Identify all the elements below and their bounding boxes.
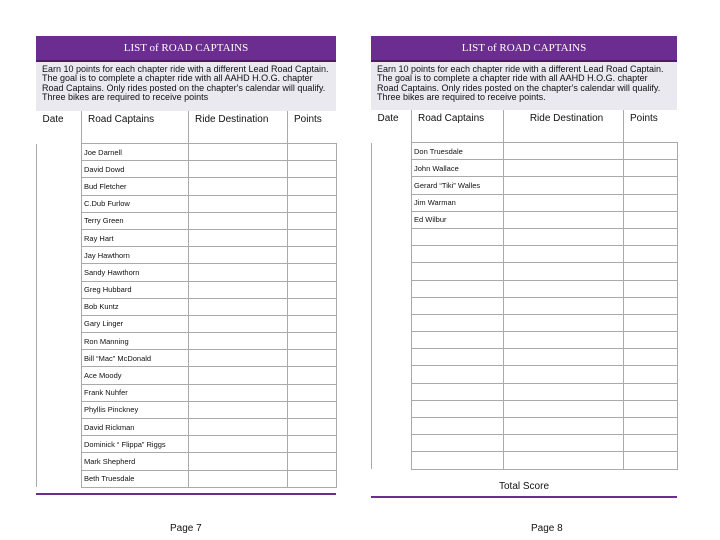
left-points-cell (288, 247, 337, 264)
right-points-cell (624, 228, 678, 245)
left-points-cell (288, 195, 337, 212)
left-table-row (37, 333, 337, 350)
left-captain-name: Beth Truesdale (82, 470, 189, 487)
right-table-row (372, 143, 678, 160)
left-table-row (37, 281, 337, 298)
right-date-cell (372, 452, 412, 469)
right-date-cell (372, 228, 412, 245)
right-destination-cell (504, 263, 624, 280)
right-points-cell (624, 280, 678, 297)
right-destination-cell (504, 418, 624, 435)
left-captain-name: Ron Manning (82, 333, 189, 350)
left-table-row (37, 453, 337, 470)
right-captain-name: Ed Wilbur (412, 211, 504, 228)
right-table-row (372, 160, 678, 177)
right-date-cell (372, 332, 412, 349)
left-captain-name: Sandy Hawthorn (82, 264, 189, 281)
left-points-cell (288, 436, 337, 453)
right-date-cell (372, 297, 412, 314)
left-table-row (37, 229, 337, 246)
right-page-panel (371, 36, 677, 470)
right-captain-name (412, 349, 504, 366)
right-points-cell (624, 177, 678, 194)
left-destination-cell (189, 161, 288, 178)
left-points-cell (288, 367, 337, 384)
right-description: Earn 10 points for each chapter ride with a different Lead Road Captain. The goal is to complete a chapter ride with all AAHD H.O.G. chapter Road Captains. Only rides posted on the chapter's calendar will qualify. Three bikes are required to receive points. (371, 62, 677, 110)
left-table-row (37, 367, 337, 384)
right-col-points: Points (624, 110, 678, 143)
left-table-row (37, 212, 337, 229)
left-table-row (37, 436, 337, 453)
right-points-cell (624, 400, 678, 417)
right-destination-cell (504, 314, 624, 331)
right-destination-cell (504, 297, 624, 314)
right-points-cell (624, 314, 678, 331)
right-table-row (372, 332, 678, 349)
right-date-cell (372, 160, 412, 177)
left-destination-cell (189, 419, 288, 436)
left-captain-name: Mark Shepherd (82, 453, 189, 470)
left-table-row (37, 419, 337, 436)
right-captain-name: Gerard “Tiki” Walles (412, 177, 504, 194)
left-col-road-captains: Road Captains (82, 111, 189, 144)
left-date-cell (37, 195, 82, 212)
right-destination-cell (504, 246, 624, 263)
left-destination-cell (189, 384, 288, 401)
left-col-ride-destination: Ride Destination (189, 111, 288, 144)
left-destination-cell (189, 195, 288, 212)
right-captain-name (412, 435, 504, 452)
left-date-cell (37, 333, 82, 350)
left-date-cell (37, 419, 82, 436)
right-points-cell (624, 332, 678, 349)
right-table-row (372, 194, 678, 211)
left-table-row (37, 350, 337, 367)
left-date-cell (37, 298, 82, 315)
right-table-row (372, 383, 678, 400)
right-col-date: Date (377, 113, 399, 124)
left-captains-table (36, 111, 337, 488)
right-date-cell (372, 418, 412, 435)
right-date-cell (372, 400, 412, 417)
right-page-number: Page 8 (531, 523, 563, 534)
left-date-cell (37, 161, 82, 178)
right-captain-name (412, 297, 504, 314)
right-captain-name (412, 228, 504, 245)
right-table-row (372, 435, 678, 452)
left-captain-name: Bob Kuntz (82, 298, 189, 315)
right-points-cell (624, 297, 678, 314)
left-points-cell (288, 178, 337, 195)
right-date-cell (372, 246, 412, 263)
right-date-cell (372, 280, 412, 297)
right-points-cell (624, 246, 678, 263)
left-points-cell (288, 470, 337, 487)
left-table-row (37, 247, 337, 264)
right-captain-name (412, 400, 504, 417)
left-destination-cell (189, 212, 288, 229)
right-captain-name (412, 383, 504, 400)
left-destination-cell (189, 178, 288, 195)
right-points-cell (624, 263, 678, 280)
left-date-cell (37, 281, 82, 298)
right-date-cell (372, 349, 412, 366)
left-date-cell (37, 436, 82, 453)
left-date-cell (37, 144, 82, 161)
left-destination-cell (189, 247, 288, 264)
left-points-cell (288, 229, 337, 246)
left-captain-name: Ace Moody (82, 367, 189, 384)
left-date-cell (37, 264, 82, 281)
left-points-cell (288, 453, 337, 470)
left-points-cell (288, 144, 337, 161)
right-destination-cell (504, 160, 624, 177)
right-points-cell (624, 143, 678, 160)
left-date-cell (37, 178, 82, 195)
right-col-road-captains: Road Captains (412, 110, 504, 143)
right-date-cell (372, 211, 412, 228)
right-table-row (372, 228, 678, 245)
left-col-points: Points (288, 111, 337, 144)
right-table-row (372, 177, 678, 194)
right-captain-name (412, 280, 504, 297)
left-points-cell (288, 298, 337, 315)
left-destination-cell (189, 470, 288, 487)
left-destination-cell (189, 264, 288, 281)
left-points-cell (288, 384, 337, 401)
left-captain-name: Jay Hawthorn (82, 247, 189, 264)
left-captain-name: C.Dub Furlow (82, 195, 189, 212)
right-captain-name (412, 314, 504, 331)
left-destination-cell (189, 144, 288, 161)
left-points-cell (288, 401, 337, 418)
right-destination-cell (504, 194, 624, 211)
right-destination-cell (504, 383, 624, 400)
left-date-cell (37, 315, 82, 332)
total-score-label: Total Score (371, 478, 677, 498)
left-captain-name: Ray Hart (82, 229, 189, 246)
right-destination-cell (504, 211, 624, 228)
right-date-cell (372, 177, 412, 194)
right-captain-name (412, 246, 504, 263)
left-table-row (37, 315, 337, 332)
left-destination-cell (189, 350, 288, 367)
left-table-row (37, 144, 337, 161)
right-destination-cell (504, 143, 624, 160)
right-captain-name: John Wallace (412, 160, 504, 177)
left-destination-cell (189, 453, 288, 470)
right-captains-table (371, 110, 678, 470)
left-date-cell (37, 453, 82, 470)
right-points-cell (624, 435, 678, 452)
right-points-cell (624, 211, 678, 228)
left-destination-cell (189, 298, 288, 315)
right-captain-name: Don Truesdale (412, 143, 504, 160)
left-table-row (37, 161, 337, 178)
left-points-cell (288, 333, 337, 350)
right-table-row (372, 263, 678, 280)
right-table-row (372, 314, 678, 331)
left-description: Earn 10 points for each chapter ride with a different Lead Road Captain. The goal is to complete a chapter ride with all AAHD H.O.G. chapter Road Captains. Only rides posted on the chapter's calendar will qualify. Three bikes are required to receive points (36, 62, 336, 111)
left-page-title: LIST of ROAD CAPTAINS (36, 36, 336, 62)
right-date-cell (372, 435, 412, 452)
right-date-cell (372, 314, 412, 331)
left-captain-name: David Rickman (82, 419, 189, 436)
right-table-row (372, 280, 678, 297)
left-points-cell (288, 350, 337, 367)
right-points-cell (624, 418, 678, 435)
right-table-row (372, 400, 678, 417)
right-points-cell (624, 383, 678, 400)
right-destination-cell (504, 349, 624, 366)
right-points-cell (624, 349, 678, 366)
left-points-cell (288, 212, 337, 229)
right-table-row (372, 366, 678, 383)
right-destination-cell (504, 400, 624, 417)
right-points-cell (624, 194, 678, 211)
left-captain-name: Greg Hubbard (82, 281, 189, 298)
left-points-cell (288, 281, 337, 298)
left-date-cell (37, 229, 82, 246)
right-captain-name: Jim Warman (412, 194, 504, 211)
right-captain-name (412, 452, 504, 469)
right-table-row (372, 418, 678, 435)
right-points-cell (624, 160, 678, 177)
left-destination-cell (189, 229, 288, 246)
right-captain-name (412, 366, 504, 383)
left-points-cell (288, 419, 337, 436)
right-destination-cell (504, 435, 624, 452)
right-captain-name (412, 263, 504, 280)
left-captain-name: Phyllis Pinckney (82, 401, 189, 418)
right-captain-name (412, 332, 504, 349)
left-date-cell (37, 384, 82, 401)
left-destination-cell (189, 401, 288, 418)
right-page-title: LIST of ROAD CAPTAINS (371, 36, 677, 62)
left-captain-name: Bill “Mac” McDonald (82, 350, 189, 367)
left-points-cell (288, 264, 337, 281)
right-destination-cell (504, 366, 624, 383)
left-table-row (37, 195, 337, 212)
left-captain-name: Gary Linger (82, 315, 189, 332)
left-captain-name: David Dowd (82, 161, 189, 178)
right-table-row (372, 246, 678, 263)
right-captain-name (412, 418, 504, 435)
left-date-cell (37, 212, 82, 229)
left-captain-name: Frank Nuhfer (82, 384, 189, 401)
right-date-cell (372, 143, 412, 160)
left-table-row (37, 384, 337, 401)
left-table-row (37, 264, 337, 281)
right-destination-cell (504, 228, 624, 245)
right-date-cell (372, 194, 412, 211)
left-date-cell (37, 247, 82, 264)
left-table-row (37, 401, 337, 418)
left-destination-cell (189, 367, 288, 384)
left-destination-cell (189, 281, 288, 298)
right-table-row (372, 297, 678, 314)
left-points-cell (288, 161, 337, 178)
left-table-row (37, 298, 337, 315)
left-destination-cell (189, 315, 288, 332)
left-table-row (37, 470, 337, 487)
right-table-row (372, 349, 678, 366)
right-table-row (372, 211, 678, 228)
left-captain-name: Dominick “ Flippa” Riggs (82, 436, 189, 453)
left-date-cell (37, 367, 82, 384)
left-captain-name: Joe Darnell (82, 144, 189, 161)
left-captain-name: Terry Green (82, 212, 189, 229)
left-col-date: Date (42, 114, 64, 125)
right-date-cell (372, 366, 412, 383)
right-date-cell (372, 383, 412, 400)
right-destination-cell (504, 452, 624, 469)
left-date-cell (37, 350, 82, 367)
left-page-number: Page 7 (170, 523, 202, 534)
left-captain-name: Bud Fletcher (82, 178, 189, 195)
right-destination-cell (504, 332, 624, 349)
right-destination-cell (504, 177, 624, 194)
right-table-row (372, 452, 678, 469)
left-destination-cell (189, 436, 288, 453)
left-table-row (37, 178, 337, 195)
right-points-cell (624, 452, 678, 469)
right-points-cell (624, 366, 678, 383)
left-destination-cell (189, 333, 288, 350)
left-page-panel (36, 36, 336, 488)
left-date-cell (37, 401, 82, 418)
right-col-ride-destination: Ride Destination (504, 110, 624, 143)
right-destination-cell (504, 280, 624, 297)
left-date-cell (37, 470, 82, 487)
left-bottom-rule (36, 493, 336, 495)
left-points-cell (288, 315, 337, 332)
right-date-cell (372, 263, 412, 280)
